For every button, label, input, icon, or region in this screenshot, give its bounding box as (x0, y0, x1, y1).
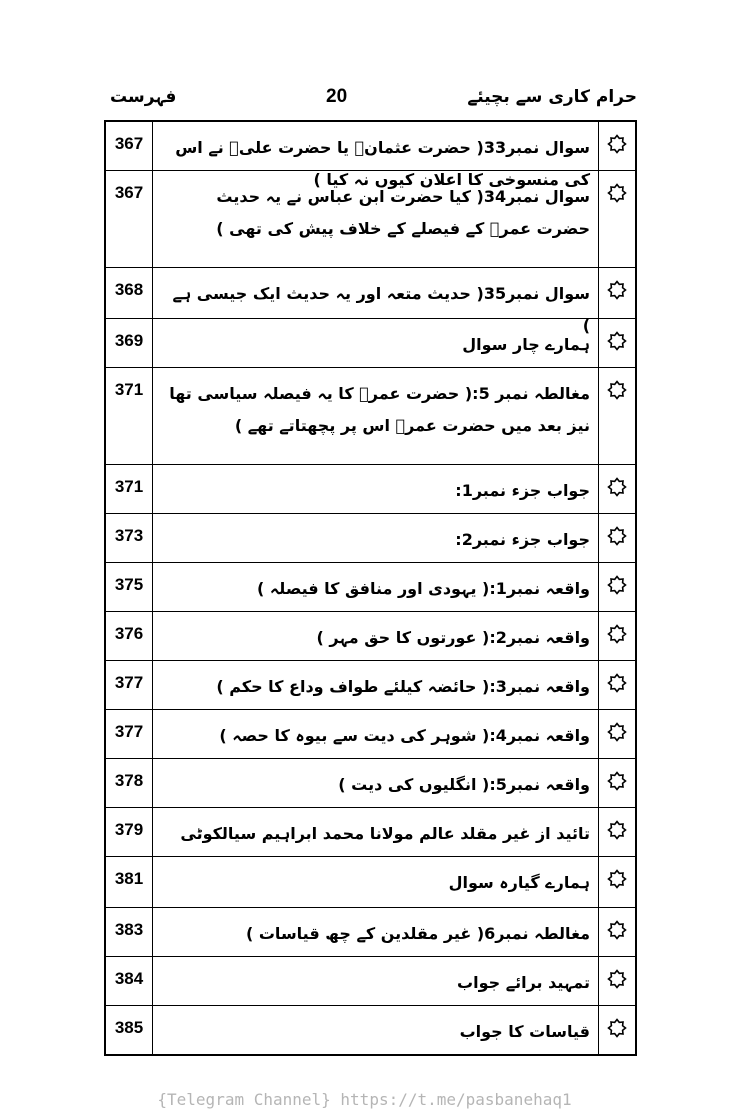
bullet-icon (599, 465, 635, 513)
toc-row[interactable] (106, 318, 635, 367)
toc-row[interactable] (106, 170, 635, 267)
toc-row[interactable] (106, 856, 635, 907)
toc-entry-page: 376 (114, 624, 144, 643)
toc-row[interactable] (106, 367, 635, 464)
bullet-icon (599, 122, 635, 170)
toc-entry-title: واقعہ نمبر5:( انگلیوں کی دیت ) (152, 759, 599, 807)
toc-entry-page: 375 (114, 575, 144, 594)
toc-entry-page: 384 (114, 969, 144, 988)
toc-entry-title: سوال نمبر35( حدیث متعہ اور یہ حدیث ایک جیسی ہے ) (152, 268, 599, 318)
toc-entry-page: 377 (114, 673, 144, 692)
toc-entry-page: 373 (114, 526, 144, 545)
bullet-icon (599, 268, 635, 318)
bullet-icon (599, 808, 635, 856)
toc-row[interactable] (106, 807, 635, 856)
toc-row[interactable] (106, 907, 635, 956)
toc-entry-title: واقعہ نمبر2:( عورتوں کا حق مہر ) (152, 612, 599, 660)
toc-entry-title: تائید از غیر مقلد عالم مولانا محمد ابراہیم سیالکوٹی (152, 808, 599, 856)
bullet-icon (599, 1006, 635, 1054)
bullet-icon (599, 368, 635, 464)
toc-entry-title: تمہید برائے جواب (152, 957, 599, 1005)
toc-entry-page: 371 (114, 477, 144, 496)
toc-entry-title: مغالطہ نمبر 5:( حضرت عمرؓ کا یہ فیصلہ سیاسی تھا نیز بعد میں حضرت عمرؓ اس پر پچھتاتے تھے ) (152, 368, 599, 464)
toc-entry-page: 381 (114, 869, 144, 888)
toc-entry-title: سوال نمبر33( حضرت عثمانؓ یا حضرت علیؓ نے اس کی منسوخی کا اعلان کیوں نہ کیا ) (152, 122, 599, 170)
toc-entry-title: ہمارے گیارہ سوال (152, 857, 599, 907)
toc-entry-page: 368 (114, 280, 144, 299)
bullet-icon (599, 514, 635, 562)
section-title: فہرست (110, 87, 177, 107)
toc-row[interactable] (106, 709, 635, 758)
page-header (104, 84, 637, 114)
toc-row[interactable] (106, 464, 635, 513)
toc-entry-page: 385 (114, 1018, 144, 1037)
toc-entry-page: 367 (114, 134, 144, 153)
toc-entry-title: واقعہ نمبر4:( شوہر کی دیت سے بیوہ کا حصہ ) (152, 710, 599, 758)
bullet-icon (599, 563, 635, 611)
bullet-icon (599, 957, 635, 1005)
toc-row[interactable] (106, 956, 635, 1005)
table-of-contents (104, 120, 637, 1056)
toc-entry-title: قیاسات کا جواب (152, 1006, 599, 1054)
telegram-footer[interactable]: {Telegram Channel} https://t.me/pasbanehaq1 (157, 1090, 572, 1109)
toc-entry-title: ہمارے چار سوال (152, 319, 599, 367)
toc-entry-title: جواب جزء نمبر2: (152, 514, 599, 562)
book-title: حرام کاری سے بچیئے (467, 87, 637, 107)
bullet-icon (599, 759, 635, 807)
toc-row[interactable] (106, 611, 635, 660)
toc-entry-page: 379 (114, 820, 144, 839)
toc-entry-page: 378 (114, 771, 144, 790)
toc-entry-page: 377 (114, 722, 144, 741)
bullet-icon (599, 319, 635, 367)
toc-entry-page: 371 (114, 380, 144, 399)
bullet-icon (599, 710, 635, 758)
toc-row[interactable] (106, 1005, 635, 1054)
toc-entry-title: واقعہ نمبر1:( یہودی اور منافق کا فیصلہ ) (152, 563, 599, 611)
bullet-icon (599, 661, 635, 709)
toc-entry-title: جواب جزء نمبر1: (152, 465, 599, 513)
toc-entry-page: 367 (114, 183, 144, 202)
toc-row[interactable] (106, 562, 635, 611)
toc-entry-title: سوال نمبر34( کیا حضرت ابن عباس نے یہ حدیث حضرت عمرؓ کے فیصلے کے خلاف پیش کی تھی ) (152, 171, 599, 267)
toc-row[interactable] (106, 660, 635, 709)
toc-entry-title: مغالطہ نمبر6( غیر مقلدین کے چھ قیاسات ) (152, 908, 599, 956)
page-number: 20 (326, 86, 348, 107)
bullet-icon (599, 612, 635, 660)
toc-row[interactable] (106, 513, 635, 562)
bullet-icon (599, 171, 635, 267)
toc-row[interactable] (106, 122, 635, 189)
toc-entry-page: 369 (114, 331, 144, 350)
toc-row[interactable] (106, 758, 635, 807)
bullet-icon (599, 908, 635, 956)
toc-row[interactable] (106, 267, 635, 335)
toc-entry-page: 383 (114, 920, 144, 939)
toc-entry-title: واقعہ نمبر3:( حائضہ کیلئے طواف وداع کا حکم ) (152, 661, 599, 709)
bullet-icon (599, 857, 635, 907)
